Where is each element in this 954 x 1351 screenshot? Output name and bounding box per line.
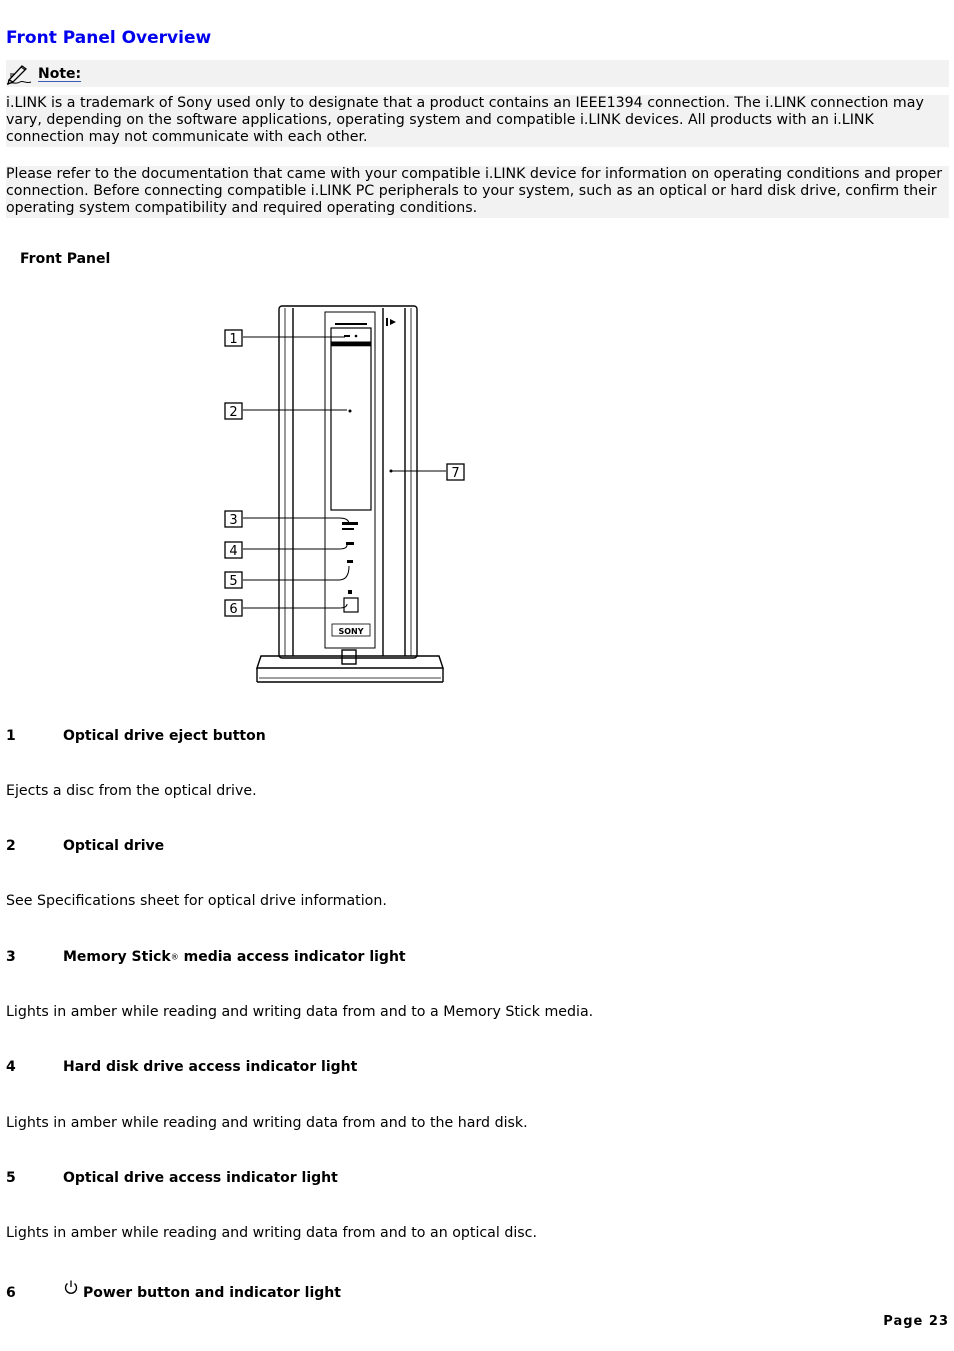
power-icon [63, 1279, 79, 1295]
item-1-heading [6, 728, 266, 744]
callout-4: 4 [229, 544, 238, 559]
item-6-heading [6, 1285, 341, 1301]
item-number: 4 [6, 1059, 16, 1075]
item-4-description: Lights in amber while reading and writing data from and to the hard disk. [6, 1115, 528, 1131]
item-title: Power button and indicator light [83, 1285, 341, 1301]
item-number: 5 [6, 1170, 16, 1186]
item-title: Hard disk drive access indicator light [63, 1059, 358, 1075]
power-button-shape [344, 598, 358, 612]
tower-body [279, 306, 417, 658]
note-pencil-icon [6, 63, 32, 85]
note-paragraph-1: i.LINK is a trademark of Sony used only to designate that a product contains an IEEE1394 connection. The i.LINK connection may vary, depending on the software applications, operating system and compatible i.LINK devices. All products with an i.LINK connection may not communicate with each other. [6, 95, 949, 147]
page-title: Front Panel Overview [6, 28, 212, 48]
item-1-description: Ejects a disc from the optical drive. [6, 783, 257, 799]
optical-drive-bay [331, 328, 371, 510]
sony-logo-text: SONY [338, 627, 364, 636]
item-5-description: Lights in amber while reading and writing data from and to an optical disc. [6, 1225, 537, 1241]
callout-6: 6 [229, 602, 238, 617]
registered-mark: ® [170, 952, 179, 962]
stand-neck [342, 650, 356, 664]
item-title-pre: Memory Stick [63, 949, 171, 965]
callout-1: 1 [229, 332, 238, 347]
item-title: Optical drive [63, 838, 165, 854]
callout-7: 7 [451, 466, 460, 481]
front-panel-heading: Front Panel [20, 251, 111, 267]
item-number: 1 [6, 728, 16, 744]
item-3-description: Lights in amber while reading and writing data from and to a Memory Stick media. [6, 1004, 594, 1020]
item-number: 2 [6, 838, 16, 854]
note-header [6, 60, 949, 87]
page-number: Page 23 [883, 1314, 949, 1329]
item-5-heading [6, 1170, 338, 1186]
item-2-heading [6, 838, 164, 854]
item-2-description: See Specifications sheet for optical drive information. [6, 893, 387, 909]
item-title: Optical drive access indicator light [63, 1170, 338, 1186]
item-number: 3 [6, 949, 16, 965]
callout-3: 3 [229, 513, 238, 528]
front-panel-diagram [211, 298, 471, 688]
item-3-heading [6, 949, 406, 965]
item-title-post: media access indicator light [178, 949, 406, 965]
note-paragraph-2: Please refer to the documentation that came with your compatible i.LINK device for information on operating conditions and proper connection. Before connecting compatible i.LINK PC peripherals to your system, such as an optical or hard disk drive, confirm their operating system compatibility and required operating conditions. [6, 166, 949, 218]
item-title: Optical drive eject button [63, 728, 266, 744]
item-number: 6 [6, 1285, 16, 1301]
item-title [63, 949, 406, 965]
callout-5: 5 [229, 574, 238, 589]
note-label: Note: [38, 65, 82, 82]
item-4-heading [6, 1059, 357, 1075]
callout-2: 2 [229, 405, 238, 420]
